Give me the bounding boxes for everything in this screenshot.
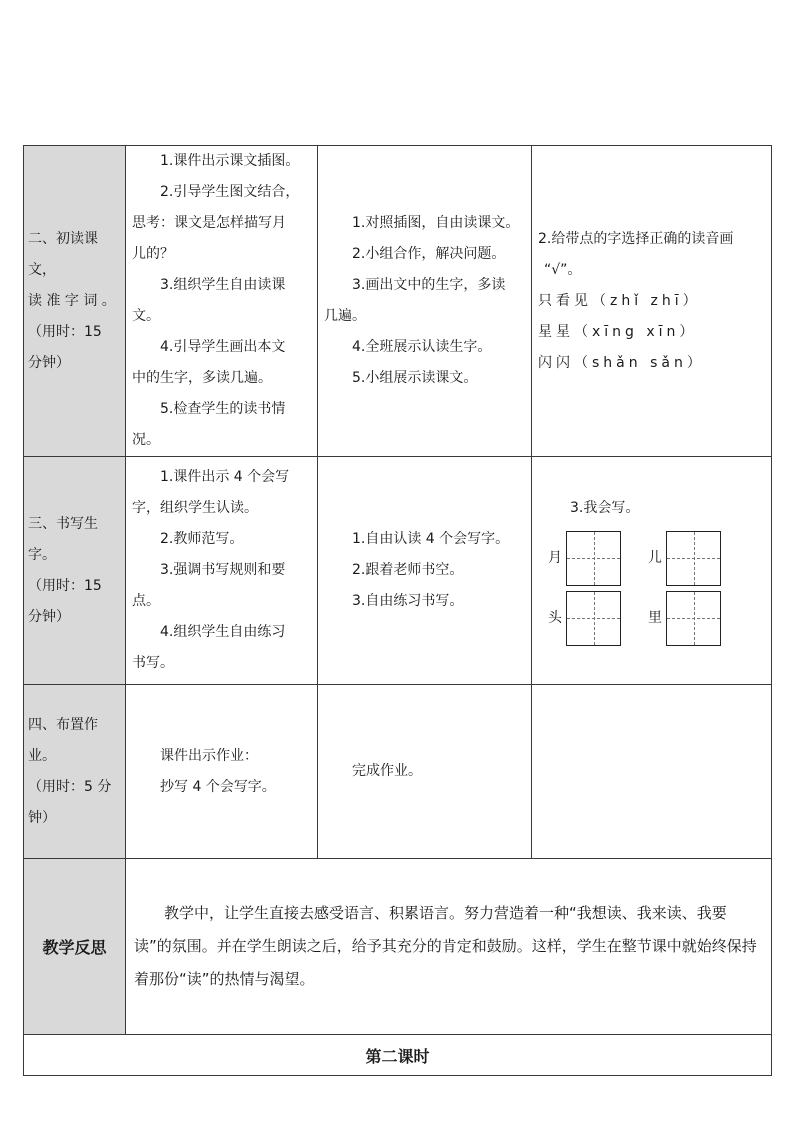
student-line: 完成作业。 <box>352 763 422 779</box>
teacher-line: 字，组织学生认读。 <box>132 500 258 516</box>
pinyin-option: 闪闪（shǎn sǎn） <box>538 354 705 371</box>
exercise-title: 3.我会写。 <box>570 500 640 516</box>
stage-cell <box>24 685 126 859</box>
student-line: 5.小组展示读课文。 <box>352 370 478 386</box>
writing-grid-row <box>538 588 765 648</box>
student-activity-cell <box>318 457 532 685</box>
stage-line: 钟） <box>28 809 56 826</box>
teacher-line: 2.教师范写。 <box>160 531 244 547</box>
tian-grid-box[interactable] <box>666 591 721 646</box>
lesson-plan-table <box>23 145 772 1076</box>
writing-char: 头 <box>548 609 562 626</box>
writing-grid <box>538 528 765 648</box>
tian-grid-box[interactable] <box>566 531 621 586</box>
teacher-line: 3.强调书写规则和要 <box>160 562 286 578</box>
student-activity-cell <box>318 685 532 859</box>
stage-row-writing <box>24 457 772 685</box>
teacher-line: 1.课件出示课文插图。 <box>160 153 300 169</box>
stage-cell <box>24 146 126 457</box>
stage-cell <box>24 457 126 685</box>
reflection-row <box>24 859 772 1035</box>
teacher-line: 抄写 4 个会写字。 <box>160 778 276 795</box>
teacher-line: 儿的？ <box>132 246 174 262</box>
reflection-label: 教学反思 <box>24 859 126 1035</box>
stage-line: 分钟） <box>28 354 70 371</box>
pinyin-option: 只看见（zhǐ zhī） <box>538 292 701 309</box>
student-line: 几遍。 <box>324 308 366 324</box>
reflection-text: 教学中，让学生直接去感受语言、积累语言。努力营造着一种“我想读、我来读、我要读”的氛围。并在学生朗读之后，给予其充分的肯定和鼓励。这样，学生在整节课中就始终保持着那份“读”的热情与渴望。 <box>126 859 772 1035</box>
teacher-line: 4.引导学生画出本文 <box>160 339 286 355</box>
exercise-line: 2.给带点的字选择正确的读音画 <box>538 230 734 247</box>
stage-line: （用时：5 分 <box>28 778 112 795</box>
writing-item <box>538 531 638 586</box>
teacher-line: 3.组织学生自由读课 <box>160 277 286 293</box>
student-activity-cell <box>318 146 532 457</box>
writing-char: 里 <box>648 609 662 626</box>
teacher-line: 思考：课文是怎样描写月 <box>132 215 286 231</box>
teacher-line: 点。 <box>132 593 160 609</box>
session-row <box>24 1035 772 1076</box>
stage-line: 二、初读课文， <box>28 230 98 278</box>
exercise-cell <box>532 685 772 859</box>
writing-char: 儿 <box>648 549 662 566</box>
student-line: 3.画出文中的生字，多读 <box>352 277 506 293</box>
stage-line: （用时：15 <box>28 577 102 594</box>
exercise-cell <box>532 457 772 685</box>
writing-grid-row <box>538 528 765 588</box>
student-line: 1.对照插图，自由读课文。 <box>352 215 520 231</box>
stage-line: （用时：15 <box>28 323 102 340</box>
tian-grid-box[interactable] <box>566 591 621 646</box>
teacher-activity-cell <box>126 685 318 859</box>
teacher-line: 4.组织学生自由练习 <box>160 624 286 640</box>
teacher-activity-cell <box>126 146 318 457</box>
teacher-line: 2.引导学生图文结合， <box>160 184 300 200</box>
teacher-activity-cell <box>126 457 318 685</box>
student-line: 2.小组合作，解决问题。 <box>352 246 506 262</box>
teacher-line: 书写。 <box>132 655 174 671</box>
stage-row-reading <box>24 146 772 457</box>
writing-item <box>538 591 638 646</box>
exercise-line: “√”。 <box>544 261 582 278</box>
teacher-line: 况。 <box>132 432 160 448</box>
student-line: 1.自由认读 4 个会写字。 <box>352 531 510 547</box>
stage-line: 四、布置作业。 <box>28 716 98 764</box>
student-line: 4.全班展示认读生字。 <box>352 339 492 355</box>
teacher-line: 中的生字，多读几遍。 <box>132 370 272 386</box>
pinyin-option: 星星（xīng xīn） <box>538 323 698 340</box>
session-title: 第二课时 <box>24 1035 772 1076</box>
writing-item <box>638 531 738 586</box>
student-line: 2.跟着老师书空。 <box>352 562 464 578</box>
teacher-line: 文。 <box>132 308 160 324</box>
tian-grid-box[interactable] <box>666 531 721 586</box>
teacher-line: 1.课件出示 4 个会写 <box>160 469 290 485</box>
stage-row-homework <box>24 685 772 859</box>
writing-item <box>638 591 738 646</box>
teacher-line: 5.检查学生的读书情 <box>160 401 286 417</box>
stage-line: 分钟） <box>28 608 70 625</box>
exercise-cell <box>532 146 772 457</box>
teacher-line: 课件出示作业： <box>160 747 258 764</box>
stage-line: 读 准 字 词 。 <box>28 292 116 309</box>
writing-char: 月 <box>548 549 562 566</box>
student-line: 3.自由练习书写。 <box>352 593 464 609</box>
stage-line: 三、书写生字。 <box>28 515 98 563</box>
